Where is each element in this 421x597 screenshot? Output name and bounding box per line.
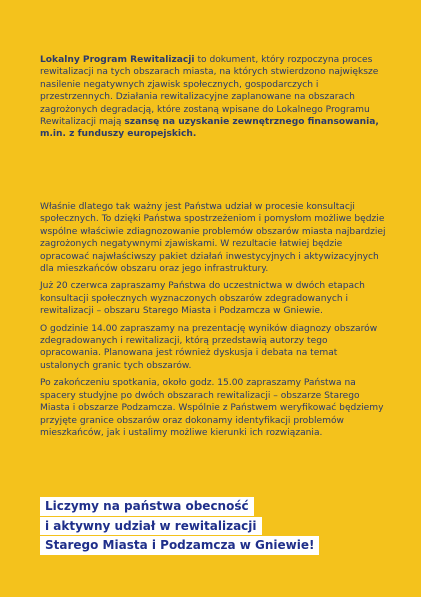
- paragraph-invitation: Już 20 czerwca zapraszamy Państwa do uczestnictwa w dwóch etapach konsultacji społecznych wyznaczonych obszarów zdegradowanych i rewitalizacji – obszaru Starego Miasta i Podzamcza w Gniewie.: [40, 281, 365, 317]
- callout-line-3: Starego Miasta i Podzamcza w Gniewie!: [40, 536, 319, 555]
- program-name: Lokalny Program Rewitalizacji: [40, 55, 195, 65]
- paragraph-participation: Właśnie dlatego tak ważny jest Państwa udział w procesie konsultacji społecznych. To dzięki Państwa spostrzeżeniom i pomysłom możliwe będzie wspólne właściwie zdiagnozowanie problemów obszarów miasta najbardziej zagrożonych negatywnymi zjawiskami. W rezultacie łatwiej będzie opracować najwłaściwszy pakiet działań inwestycyjnych i aktywizacyjnych dla mieszkańców obszaru oraz jego infrastruktury.: [40, 202, 386, 275]
- intro-paragraph: [40, 54, 388, 146]
- paragraph-study-walks: Po zakończeniu spotkania, około godz. 15.00 zapraszamy Państwa na spacery studyjne po dwóch obszarach rewitalizacji – obszarze Starego Miasta i obszarze Podzamcza. Wspólnie z Państwem weryfikować będziemy przyjęte granice obszarów oraz dokonamy identyfikacji problemów mieszkańców, jak i ustalimy możliwe kierunki ich rozwiązania.: [40, 378, 384, 438]
- funding-highlight: szansę na uzyskanie zewnętrznego finansowania, m.in. z funduszy europejskich.: [40, 117, 379, 140]
- callout-line-1: Liczymy na państwa obecność: [40, 497, 254, 516]
- body-text: [40, 201, 388, 444]
- paragraph-presentation: O godzinie 14.00 zapraszamy na prezentację wyników diagnozy obszarów zdegradowanych i rewitalizacji, którą przedstawią autorzy tego opracowania. Planowana jest również dyskusja i debata na temat ustalonych granic tych obszarów.: [40, 323, 378, 371]
- intro-text: to dokument, który rozpoczyna proces rewitalizacji na tych obszarach miasta, na których stwierdzono największe nasilenie negatywnych zjawisk społecznych, gospodarczych i przestrzennych. Działania rewitalizacyjne zaplanowane na obszarach zagrożonych degradacją, które zostaną wpisane do Lokalnego Programu Rewitalizacji mają: [40, 55, 379, 128]
- closing-callout: [40, 497, 319, 556]
- callout-line-2: i aktywny udział w rewitalizacji: [40, 517, 262, 536]
